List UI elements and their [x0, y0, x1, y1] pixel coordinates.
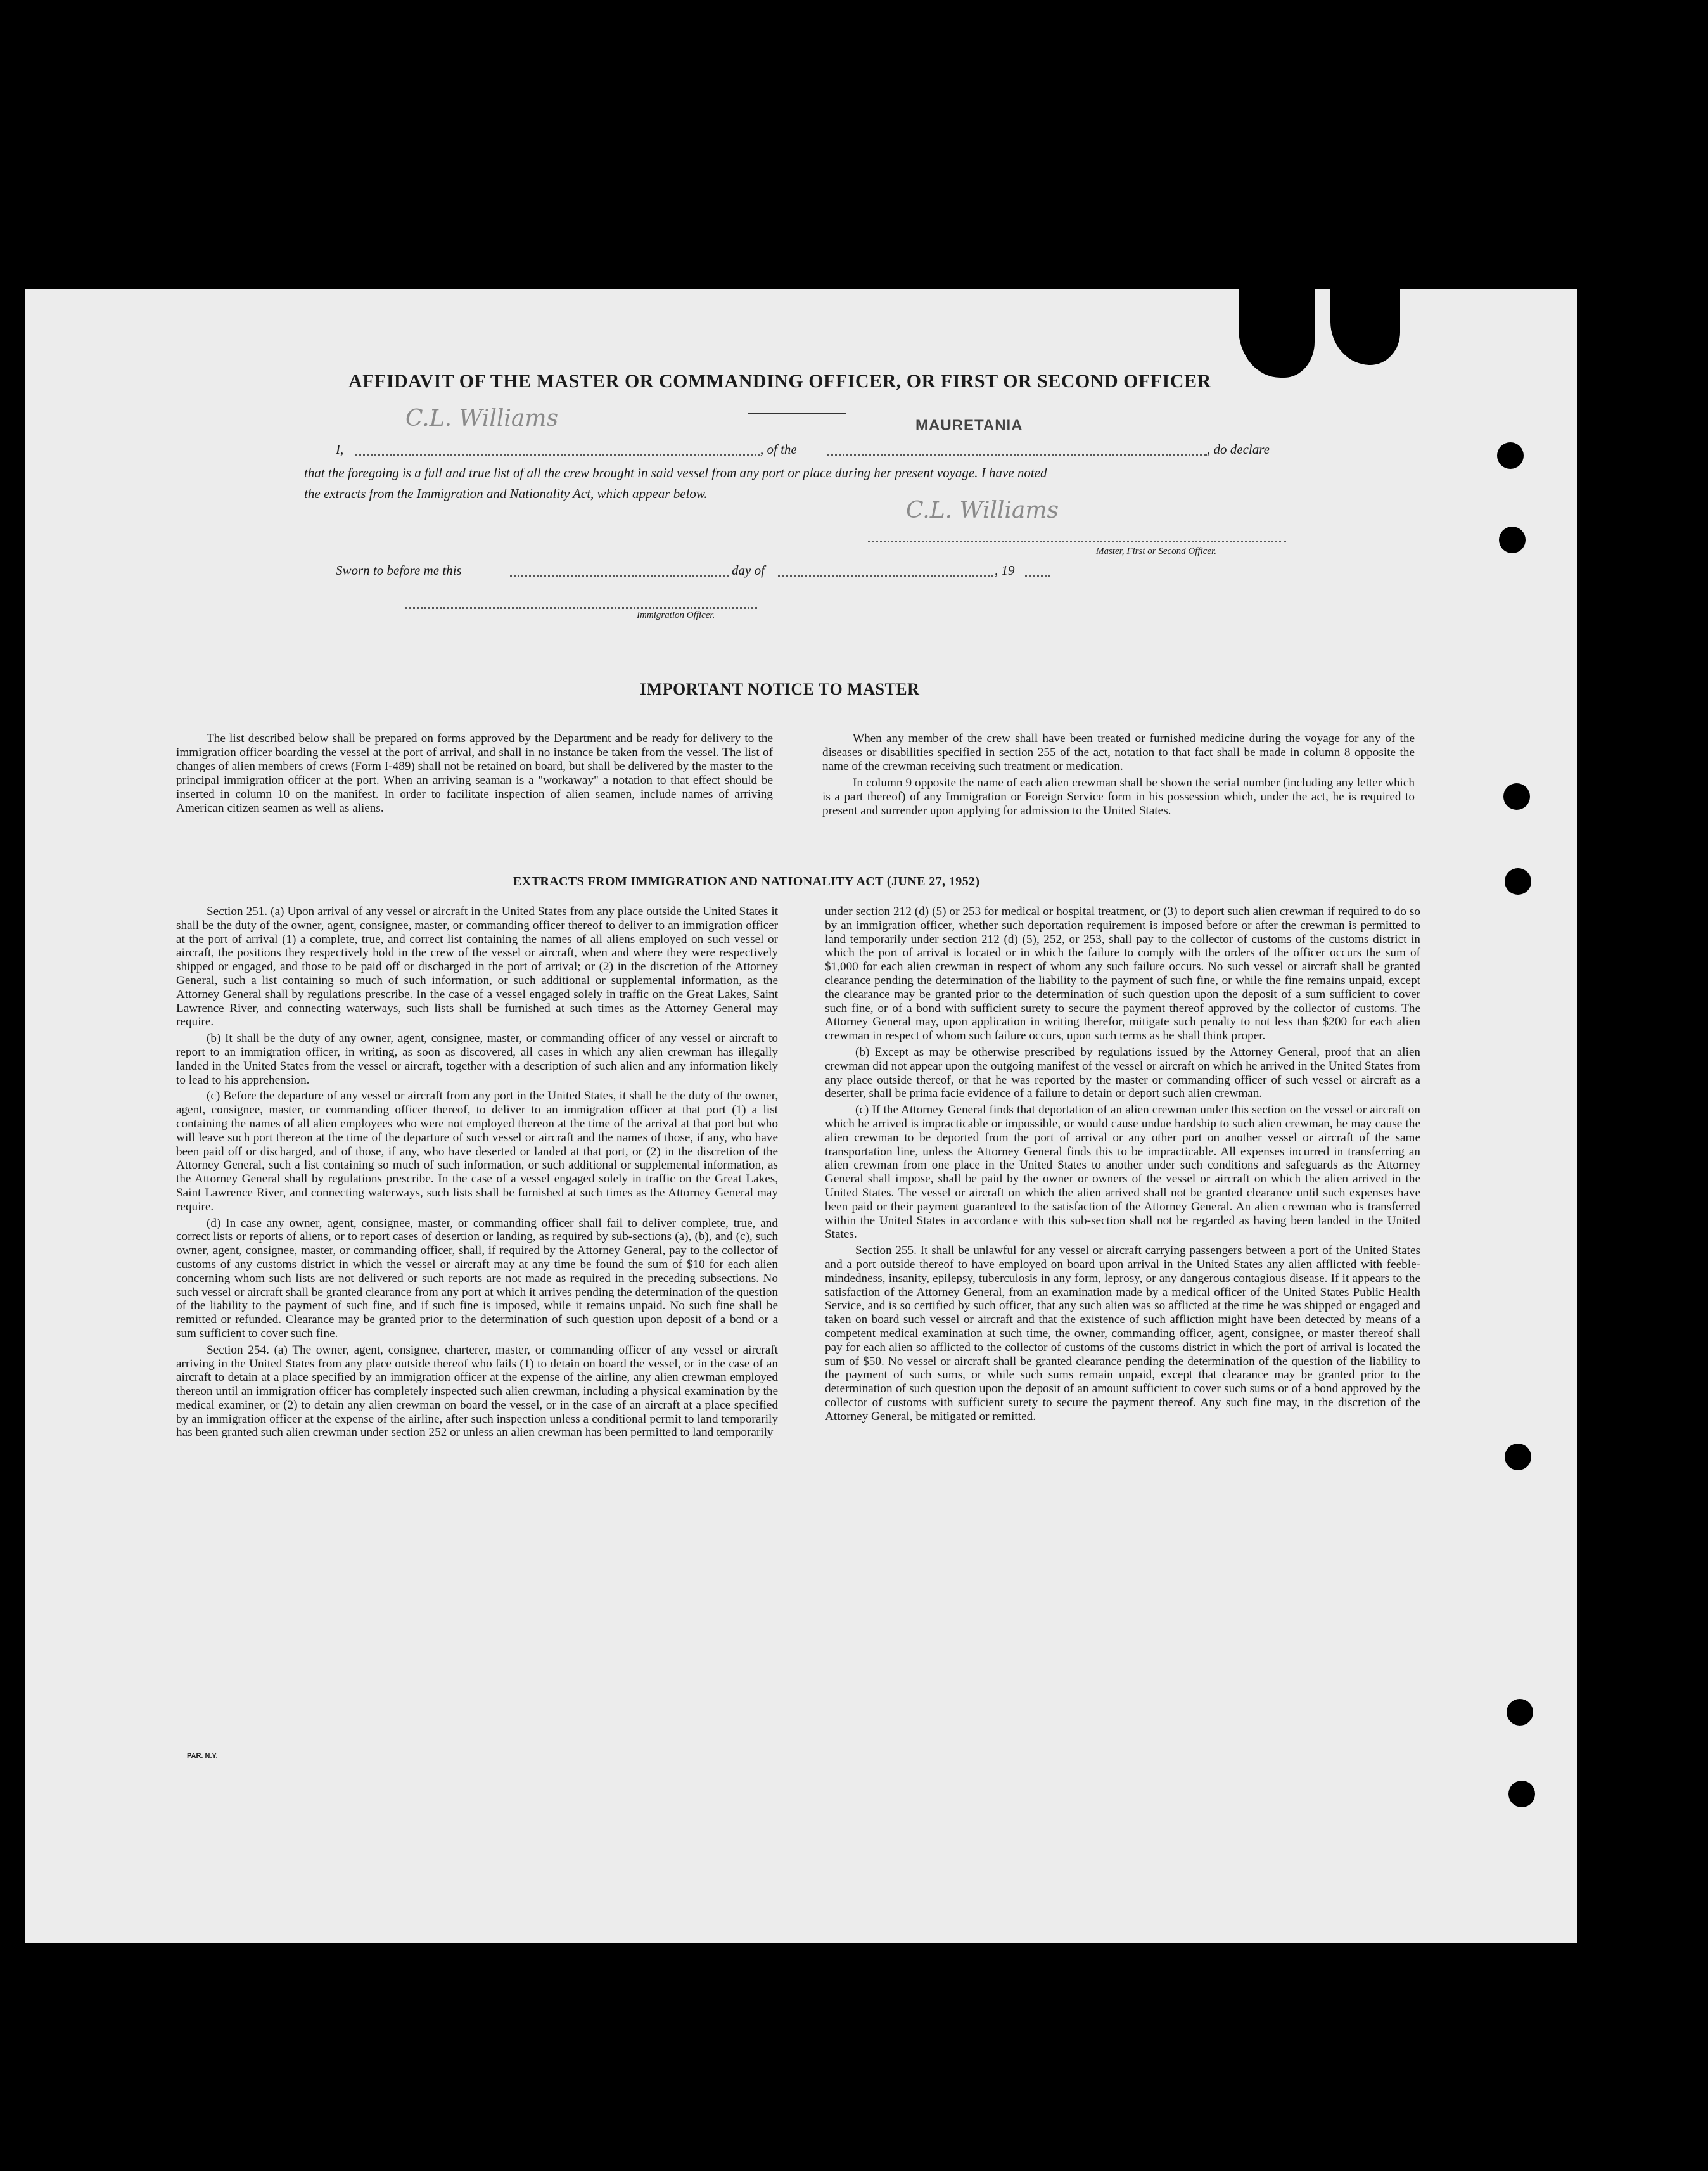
- notice-title: IMPORTANT NOTICE TO MASTER: [640, 680, 920, 698]
- binder-hole: [1505, 868, 1531, 895]
- notice-right-column: [822, 732, 1415, 817]
- officer-name-signature: C.L. Williams: [405, 406, 558, 432]
- affidavit-of-the-label: , of the: [760, 442, 797, 457]
- sworn-day-of-label: day of: [732, 563, 765, 578]
- vessel-name: MAURETANIA: [915, 417, 1023, 434]
- extract-paragraph: (c) If the Attorney General finds that deportation of an alien crewman under this section on the vessel or aircraft on which he arrived is impracticable or impossible, or would cause undue hardship to such alien crewman, he may cause the alien crewman to be deported from the port of arrival or any other port on another vessel or aircraft of the same transportation line, unless the Attorney General finds this to be impracticable. All expenses incurred in transferring an alien crewman from one place in the United States to another under such conditions and safeguards as the Attorney General shall impose, shall be paid by the owner or owners of the vessel or aircraft on which the alien arrived in the United States. The vessel or aircraft on which the alien arrived shall not be granted clearance until such expenses have been paid or their payment guaranteed to the satisfaction of the Attorney General. An alien crewman who is transferred within the United States in accordance with this sub-section shall not be regarded as having been landed in the United States.: [825, 1103, 1420, 1241]
- sworn-date-line: [510, 575, 729, 577]
- officer-name-line: [355, 454, 760, 456]
- master-signature: C.L. Williams: [906, 497, 1059, 523]
- form-title: AFFIDAVIT OF THE MASTER OR COMMANDING OFFICER, OR FIRST OR SECOND OFFICER: [348, 371, 1211, 392]
- affidavit-do-declare-label: , do declare: [1207, 442, 1270, 457]
- notice-right-paragraph: In column 9 opposite the name of each alien crewman shall be shown the serial number (including any letter which is a part thereof) of any Immigration or Foreign Service form in his possession which, under the act, he is required to present and surrender upon applying for admission to the United States.: [822, 776, 1415, 817]
- extract-paragraph: under section 212 (d) (5) or 253 for medical or hospital treatment, or (3) to deport such alien crewman if required to do so by an immigration officer, whether such deportation requirement is imposed before or after the crewman is permitted to land temporarily under section 212 (d) (5), 252, or 253, shall pay to the collector of customs of the customs district in which the port of arrival is located or in which the failure to comply with the orders of the officer occurs the sum of $1,000 for each alien crewman in respect of whom any such failure occurs. No such vessel or aircraft shall be granted clearance pending the determination of the liability to the payment of such fine, or while the fine remains unpaid, except the clearance may be granted prior to the determination of such question upon the deposit of a sum sufficient to cover such fine, or of a bond with sufficient surety to secure the payment thereof approved by the collector of customs. The Attorney General may, upon application in writing therefor, mitigate such penalty to not less than $200 for each alien crewman in respect of whom such failure occurs, upon such terms as he shall think proper.: [825, 905, 1420, 1043]
- binder-hole: [1497, 442, 1524, 469]
- binder-hole: [1505, 1444, 1531, 1470]
- sworn-year-label: , 19: [995, 563, 1015, 578]
- notice-left-paragraph: The list described below shall be prepared on forms approved by the Department and be ready for delivery to the immigration officer boarding the vessel at the port of arrival, and shall in no instance be taken from the vessel. The list of changes of alien members of crews (Form I-489) shall not be retained on board, but shall be delivered by the master to the principal immigration officer at the port. When an arriving seaman is a "workaway" a notation to that effect should be inserted in column 10 on the manifest. In order to facilitate inspection of alien seamen, include names of arriving American citizen seamen as well as aliens.: [176, 732, 773, 815]
- immigration-officer-line: [405, 607, 757, 609]
- sworn-label: Sworn to before me this: [336, 563, 462, 578]
- binder-hole: [1503, 783, 1530, 810]
- affidavit-statement-line1: that the foregoing is a full and true list of all the crew brought in said vessel from any port or place during her present voyage. I have noted: [304, 465, 1047, 480]
- extract-paragraph: (b) It shall be the duty of any owner, agent, consignee, master, or commanding officer of any vessel or aircraft to report to an immigration officer, in writing, as soon as discovered, all cases in which any alien crewman has illegally landed in the United States from the vessel or aircraft, together with a description of such alien and any information likely to lead to his apprehension.: [176, 1032, 778, 1087]
- binder-hole: [1507, 1699, 1533, 1726]
- printer-code: PAR. N.Y.: [187, 1752, 218, 1760]
- binder-hole: [1499, 527, 1526, 553]
- extract-paragraph: (b) Except as may be otherwise prescribed by regulations issued by the Attorney General, proof that an alien crewman did not appear upon the outgoing manifest of the vessel or aircraft on which he arrived in the United States from any place outside thereof, or that he was reported by the master or commanding officer of such vessel or aircraft as a deserter, shall be prima facie evidence of a failure to detain or deport such alien crewman.: [825, 1045, 1420, 1101]
- affidavit-i-label: I,: [336, 442, 344, 457]
- extracts-left-column: [176, 905, 778, 1440]
- extracts-right-column: [825, 905, 1420, 1423]
- binder-hole: [1508, 1781, 1535, 1807]
- extracts-title: EXTRACTS FROM IMMIGRATION AND NATIONALITY ACT (JUNE 27, 1952): [513, 874, 980, 888]
- extract-paragraph: (d) In case any owner, agent, consignee, master, or commanding officer shall fail to deliver complete, true, and correct lists or reports of aliens, or to report cases of desertion or landing, as required by sub-sections (a), (b), and (c), such owner, agent, consignee, master, or commanding officer, shall, if required by the Attorney General, pay to the collector of customs of any customs district in which the vessel or aircraft may at any time be found the sum of $10 for each alien concerning whom such lists are not delivered or such reports are not made as required in the preceding subsections. No such vessel or aircraft shall be granted clearance from any port at which it arrives pending the determination of the question of the liability to the payment of such fine, and if such fine is imposed, while it remains unpaid. No such fine shall be remitted or refunded. Clearance may be granted prior to the determination of such question upon deposit of a bond or a sum sufficient to cover such fine.: [176, 1216, 778, 1340]
- immigration-officer-caption: Immigration Officer.: [637, 610, 715, 620]
- sworn-month-line: [778, 575, 993, 577]
- master-signature-line: [868, 541, 1286, 542]
- master-signature-caption: Master, First or Second Officer.: [1096, 546, 1216, 556]
- notice-right-paragraph: When any member of the crew shall have been treated or furnished medicine during the voyage for any of the diseases or disabilities specified in section 255 of the act, notation to that fact shall be made in column 8 opposite the name of the crewman receiving such treatment or medication.: [822, 732, 1415, 773]
- extract-paragraph: (c) Before the departure of any vessel or aircraft from any port in the United States, it shall be the duty of the owner, agent, consignee, master, or commanding officer thereof, to deliver to an immigration officer at that port (1) a list containing the names of all alien employees who were not employed thereon at the time of the arrival at that port but who will leave such port thereon at the time of the departure of such vessel or aircraft and the names of those, if any, who have been paid off or discharged, and of those, if any, who have deserted or landed at that port, or (2) in the discretion of the Attorney General, such a list containing so much of such information, or such additional or supplemental information, as the Attorney General shall by regulations prescribe. In the case of a vessel engaged solely in traffic on the Great Lakes, Saint Lawrence River, and connecting waterways, such lists shall be furnished at such times as the Attorney General may require.: [176, 1089, 778, 1214]
- extract-paragraph: Section 255. It shall be unlawful for any vessel or aircraft carrying passengers between a port of the United States and a port outside thereof to have employed on board upon arrival in the United States any alien afflicted with feeble-mindedness, insanity, epilepsy, tuberculosis in any form, leprosy, or any dangerous contagious disease. If it appears to the satisfaction of the Attorney General, from an examination made by a medical officer of the United States Public Health Service, and is so certified by such officer, that any such alien was so afflicted at the time he was shipped or engaged and taken on board such vessel or aircraft and that the existence of such affliction might have been detected by means of a competent medical examination at such time, the owner, commanding officer, agent, consignee, or master thereof shall pay for each alien so afflicted to the collector of customs of the customs district in which the port of arrival is located the sum of $50. No vessel or aircraft shall be granted clearance pending the determination of the question of the liability to the payment of such sums, or while such sums remain unpaid, except that clearance may be granted prior to the determination of such question upon the deposit of an amount sufficient to cover such sums or of a bond approved by the collector of customs with sufficient surety to secure the payment thereof. Any such fine may, in the discretion of the Attorney General, be mitigated or remitted.: [825, 1244, 1420, 1423]
- notice-left-column: [176, 732, 773, 815]
- vessel-name-line: [827, 454, 1207, 456]
- affidavit-statement-line2: the extracts from the Immigration and Nationality Act, which appear below.: [304, 486, 708, 501]
- sworn-year-line: [1025, 575, 1050, 577]
- extract-paragraph: Section 251. (a) Upon arrival of any vessel or aircraft in the United States from any place outside the United States it shall be the duty of the owner, agent, consignee, master, or commanding officer thereof to deliver to an immigration officer at the port of arrival (1) a complete, true, and correct list containing the names of all aliens employed on such vessel or aircraft, the positions they respectively hold in the crew of the vessel or aircraft, when and where they were respectively shipped or engaged, and those to be paid off or discharged in the port of arrival; or (2) in the discretion of the Attorney General, such a list containing so much of such information, or such additional or supplemental information, as the Attorney General shall by regulations prescribe. In the case of a vessel engaged solely in traffic on the Great Lakes, Saint Lawrence River, and connecting waterways, such lists shall be furnished at such times as the Attorney General may require.: [176, 905, 778, 1029]
- extract-paragraph: Section 254. (a) The owner, agent, consignee, charterer, master, or commanding officer of any vessel or aircraft arriving in the United States from any place outside thereof who fails (1) to detain on board the vessel, or in the case of an aircraft to detain at a place specified by an immigration officer at the expense of the airline, any alien crewman employed thereon until an immigration officer has completely inspected such alien crewman, including a physical examination by the medical examiner, or (2) to detain any alien crewman on board the vessel, or in the case of an aircraft at a place specified by an immigration officer at the expense of the airline, after such inspection unless a conditional permit to land temporarily has been granted such alien crewman under section 252 or unless an alien crewman has been permitted to land temporarily: [176, 1343, 778, 1440]
- title-rule: [748, 413, 846, 414]
